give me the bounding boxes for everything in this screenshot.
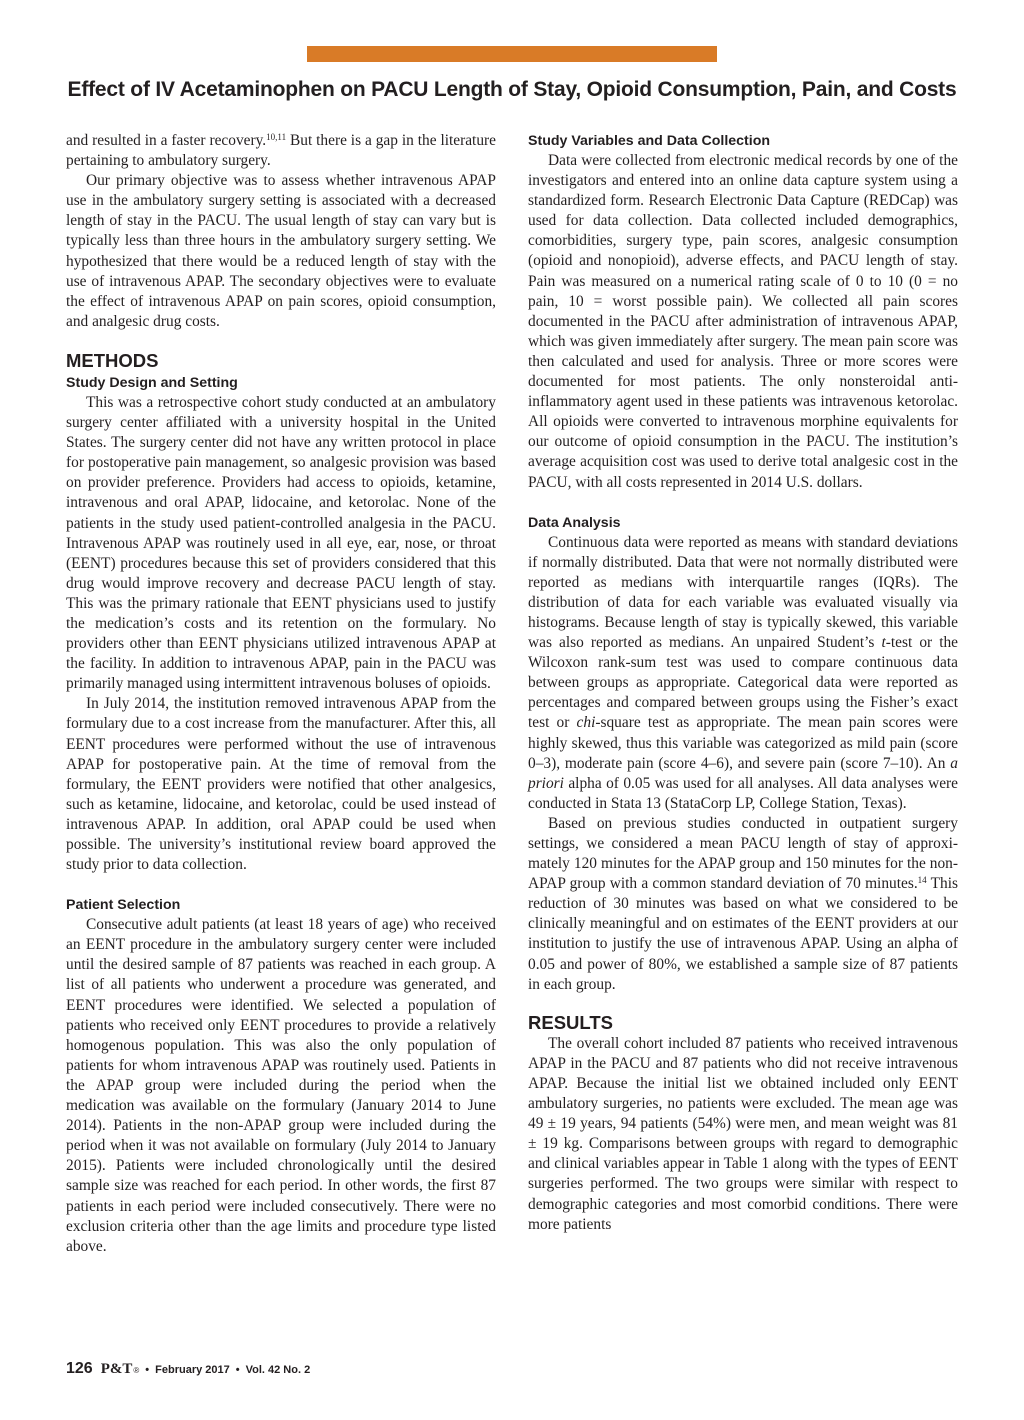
design-heading: Study Design and Setting xyxy=(66,374,238,391)
design-paragraph-2: In July 2014, the institution removed intravenous APAP from the formulary due to a cost increase from the manufacturer. After this, all EENT procedures were performed without the use of intravenous APAP for postoperative pain. At the time of removal from the formulary, the EENT providers were notified that other analgesics, such as ketamine, lidocaine, and ketorolac, could be used instead of intravenous APAP. In addition, oral APAP could be used when possible. The university’s institutional review board approved the study prior to data collection. xyxy=(66,695,496,874)
analysis-paragraph-1 xyxy=(528,533,958,814)
analysis-text-a: Continuous data were reported as means with standard deviations if normally distributed. Data that were not normally distributed were reported as medians with interquartile ranges (IQRs). The distribution of data for each variable was evaluated visually via histograms. Because length of stay is typically skewed, this variable was also reported as medians. An unpaired Student’s xyxy=(528,533,958,652)
design-paragraph-1: This was a retrospective cohort study conducted at an ambulatory surgery center affiliated with a university hospital in the United States. The surgery center did not have any written protocol in place for postoperative pain management, so analgesic provision was based on provider preference. Providers had access to opioids, ketamine, intravenous and oral APAP, lidocaine, and ketorolac. None of the patients in the study used patient-controlled analgesia in the PACU. Intravenous APAP was routinely used in all eye, ear, nose, or throat (EENT) procedures because this set of providers considered that this drug would improve recovery and decrease PACU length of stay. This was the primary rationale that EENT physicians used to justify the medication’s costs and its retention on the formulary. No providers other than EENT physicians utilized intravenous APAP at the facility. In addition to intravenous APAP, pain in the PACU was primarily managed using intermittent intravenous boluses of opioids. xyxy=(66,393,496,693)
intro-text-b: But there is a gap in the literature pertaining to ambulatory surgery. xyxy=(66,132,496,170)
registered-mark: ® xyxy=(133,1366,140,1375)
left-column xyxy=(66,131,496,1257)
intro-paragraph-1 xyxy=(66,131,496,171)
results-paragraph-1: The overall cohort included 87 patients who received intravenous APAP in the PACU and 87 patients who did not receive intravenous APAP. Because the initial list we obtained included only EENT ambulatory surgeries, no patients were excluded. The mean age was 49 ± 19 years, 94 patients (54%) were men, and mean weight was 81 ± 19 kg. Comparisons between groups with regard to demographic and clinical variables appear in Table 1 along with the types of EENT surgeries performed. The two groups were similar with respect to demographic categories and most comorbid conditions. There were more patients xyxy=(528,1034,958,1233)
header-accent-bar xyxy=(307,46,717,62)
selection-paragraph-1: Consecutive adult patients (at least 18 years of age) who received an EENT procedure in the ambulatory surgery center were included until the desired sample of 87 patients was reached in each group. A list of all patients who underwent a procedure was generated, and EENT procedures were identified. We selected a population of patients who received only EENT procedures to provide a relatively homogenous population. This was also the only population of patients for whom intravenous APAP was routinely used. Patients in the APAP group were included during the period when the medication was available on the formulary (January 2014 to June 2014). Patients in the non-APAP group were included during the period when it was not available on formulary (July 2014 to January 2015). Patients were included chronologically until the desired sample size was reached for each period. In other words, the first 87 patients in each period were included consecutively. There were no exclusion criteria other than the age limits and procedure type listed above. xyxy=(66,916,496,1255)
analysis2-text-b: This reduction of 30 minutes was based on what we considered to be clinically meaningful and on estimates of the EENT providers at our institution to justify the use of intravenous APAP. Using an alpha of 0.05 and power of 80%, we established a sample size of 87 patients in each group. xyxy=(528,875,958,993)
analysis2-text-a: Based on previous studies conducted in outpatient surgery settings, we considered a mean PACU length of stay of approximately 120 minutes for the APAP group and 150 minutes for the non-APAP group with a common standard deviation of 70 minutes. xyxy=(528,814,958,893)
intro-text-a: and resulted in a faster recovery. xyxy=(66,132,267,149)
analysis-t-italic: t xyxy=(881,634,886,652)
analysis-text-d: alpha of 0.05 was used for all analyses. All data analyses were conducted in Stata 13 (StataCorp LP, College Station, Texas). xyxy=(528,774,958,812)
citation-ref: 14 xyxy=(917,875,927,886)
analysis-paragraph-2 xyxy=(528,814,958,995)
analysis-apriori-italic: a priori xyxy=(528,754,958,792)
results-heading: RESULTS xyxy=(528,1011,613,1033)
issue-date: February 2017 xyxy=(155,1364,230,1376)
analysis-heading: Data Analysis xyxy=(528,514,621,531)
volume-issue: Vol. 42 No. 2 xyxy=(245,1364,311,1376)
analysis-chi-italic: chi xyxy=(576,714,596,732)
intro-paragraph-2: Our primary objective was to assess whether intravenous APAP use in the ambulatory surgery setting is associated with a decreased length of stay in the PACU. The usual length of stay can vary but is typically less than three hours in the ambulatory surgery setting. We hypothesized that there would be a reduced length of stay with the use of intravenous APAP. The secondary objectives were to evaluate the effect of intravenous APAP on pain scores, opioid consumption, and analgesic drug costs. xyxy=(66,172,496,330)
selection-heading: Patient Selection xyxy=(66,897,181,914)
page-footer xyxy=(66,1360,310,1380)
journal-name: P&T xyxy=(100,1361,133,1377)
analysis-text-b: -test or the Wilcoxon rank-sum test was used to compare continuous data between groups as appropriate. Categorical data were reported as percentages and compared between groups using the Fisher’s exact test or xyxy=(528,634,958,732)
variables-heading: Study Variables and Data Collection xyxy=(528,133,771,149)
page-number: 126 xyxy=(66,1360,93,1377)
separator-bullet: • xyxy=(145,1364,150,1376)
citation-ref: 10,11 xyxy=(266,132,287,142)
analysis-text-c: -square test as appropriate. The mean pain scores were highly skewed, thus this variable was categorized as mild pain (score 0–3), moderate pain (score 4–6), and severe pain (score 7–10). An xyxy=(528,714,959,772)
right-column xyxy=(528,131,958,1235)
separator-bullet: • xyxy=(235,1364,240,1376)
page-title: Effect of IV Acetaminophen on PACU Length of Stay, Opioid Consumption, Pain, and Costs xyxy=(67,78,957,101)
methods-heading: METHODS xyxy=(66,349,159,371)
variables-paragraph-1: Data were collected from electronic medical records by one of the investigators and entered into an online data capture system using a standardized form. Research Electronic Data Capture (REDCap) was used for data collection. Data collected included demographics, comorbidities, surgery type, pain scores, analgesic consumption (opioid and nonopioid), adverse effects, and PACU length of stay. Pain was measured on a numerical rating scale of 0 to 10 (0 = no pain, 10 = worst possible pain). We collected all pain scores documented in the PACU after administration of intravenous APAP, which was given immediately after surgery. The mean pain score was then calculated and used for analysis. Three or more scores were documented for most patients. The only nonsteroidal anti-inflammatory agent used in these patients was intravenous ketorolac. All opioids were converted to intravenous morphine equivalents for our outcome of opioid consumption in the PACU. The institution’s average acquisition cost was used to derive total analgesic cost in the PACU, with all costs represented in 2014 U.S. dollars. xyxy=(528,152,958,491)
